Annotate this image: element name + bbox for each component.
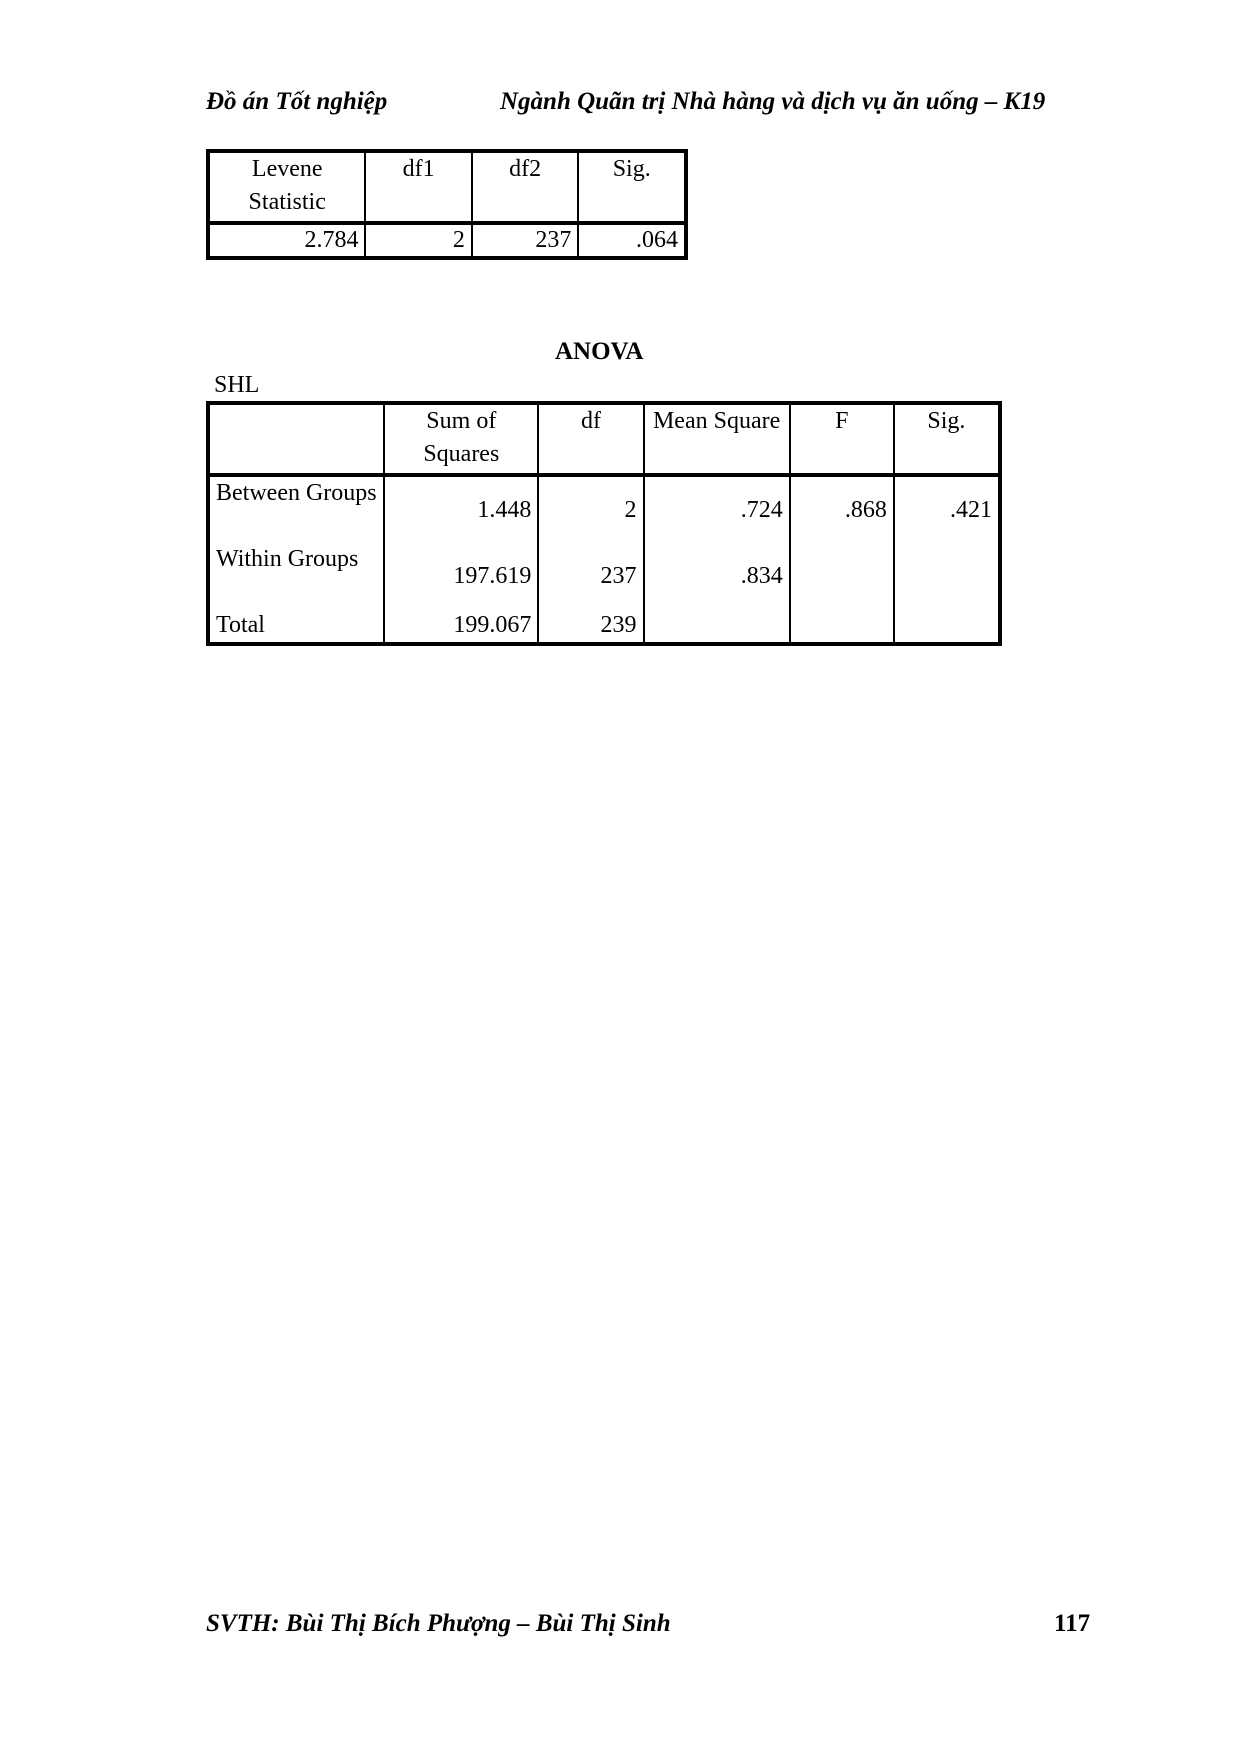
- col-header-sig: Sig.: [578, 151, 686, 223]
- page-number: 117: [1054, 1610, 1091, 1637]
- table-row: [208, 223, 686, 258]
- cell-sum-of-squares: 197.619: [384, 543, 538, 609]
- cell-df: 239: [538, 609, 643, 644]
- row-label: Between Groups: [208, 475, 384, 543]
- cell-mean-square: [644, 609, 790, 644]
- table-row: [208, 475, 1000, 543]
- table-row: [208, 543, 1000, 609]
- anova-table: [206, 401, 1002, 646]
- col-header-f: F: [790, 403, 894, 475]
- cell-df2: 237: [472, 223, 579, 258]
- col-header-df1: df1: [365, 151, 471, 223]
- cell-f: [790, 543, 894, 609]
- table-header-row: [208, 403, 1000, 475]
- row-label: Within Groups: [208, 543, 384, 609]
- cell-levene-statistic: 2.784: [208, 223, 365, 258]
- cell-sum-of-squares: 199.067: [384, 609, 538, 644]
- levene-test-table: [206, 149, 688, 260]
- cell-sig: [894, 609, 1000, 644]
- anova-dependent-variable: SHL: [214, 372, 260, 398]
- col-header-sum-of-squares: Sum of Squares: [384, 403, 538, 475]
- cell-f: [790, 609, 894, 644]
- col-header-df2: df2: [472, 151, 579, 223]
- col-header-mean-square: Mean Square: [644, 403, 790, 475]
- anova-title: ANOVA: [555, 338, 644, 365]
- footer-authors: SVTH: Bùi Thị Bích Phượng – Bùi Thị Sinh: [206, 1610, 671, 1637]
- cell-df: 237: [538, 543, 643, 609]
- col-header-df: df: [538, 403, 643, 475]
- cell-mean-square: .724: [644, 475, 790, 543]
- cell-df: 2: [538, 475, 643, 543]
- row-label: Total: [208, 609, 384, 644]
- header-program-title: Ngành Quãn trị Nhà hàng và dịch vụ ăn uống – K19: [500, 88, 1046, 115]
- col-header-empty: [208, 403, 384, 475]
- col-header-levene-statistic: Levene Statistic: [208, 151, 365, 223]
- cell-sig: [894, 543, 1000, 609]
- table-row: [208, 609, 1000, 644]
- col-header-sig: Sig.: [894, 403, 1000, 475]
- cell-sig: .064: [578, 223, 686, 258]
- cell-sig: .421: [894, 475, 1000, 543]
- header-document-title: Đồ án Tốt nghiệp: [206, 88, 388, 115]
- cell-sum-of-squares: 1.448: [384, 475, 538, 543]
- cell-df1: 2: [365, 223, 471, 258]
- cell-mean-square: .834: [644, 543, 790, 609]
- cell-f: .868: [790, 475, 894, 543]
- table-header-row: [208, 151, 686, 223]
